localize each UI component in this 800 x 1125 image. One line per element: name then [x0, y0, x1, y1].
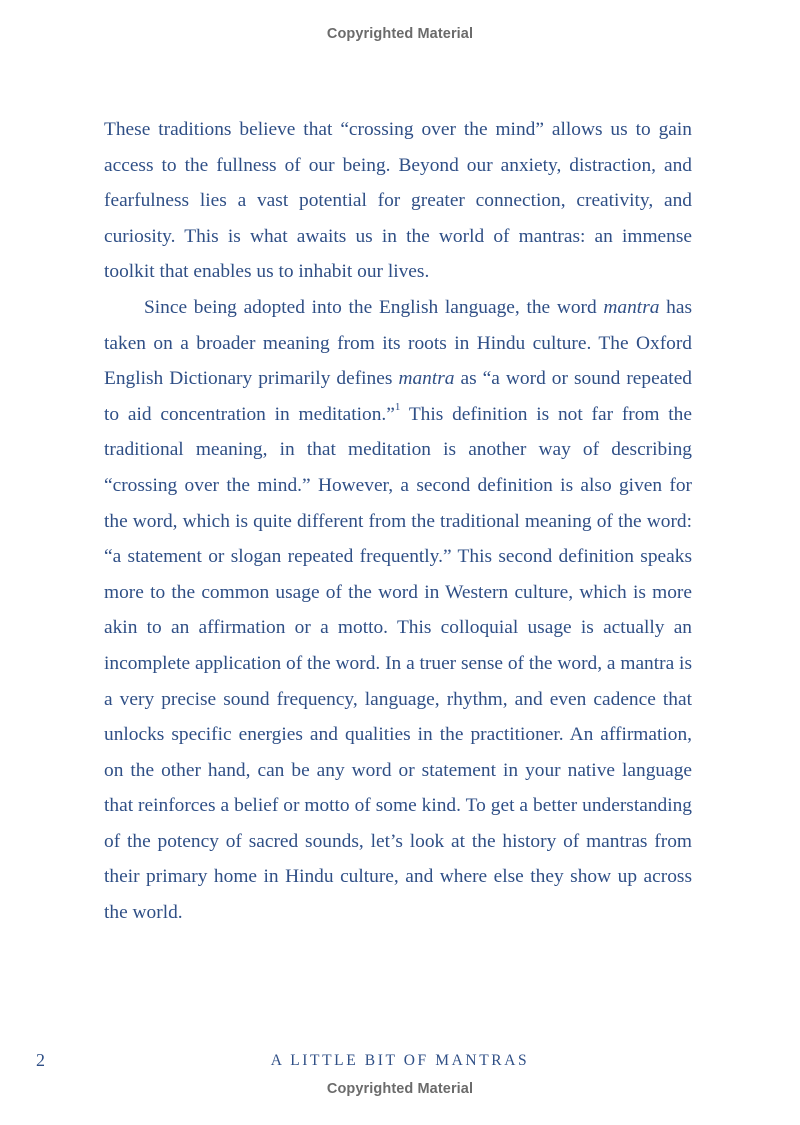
page-number: 2 [36, 1050, 45, 1070]
paragraph-2-part-4: This definition is not far from the traditional meaning, in that meditation is another way of describing “crossing over the mind.” However, a second definition is also given for the word, which is quite different from the traditional meaning of the word: “a statement or slogan repeated frequently.” This second definition speaks more to the common usage of the word in Western culture, which is more akin to an affirmation or a motto. This colloquial usage is actually an incomplete application of the word. In a truer sense of the word, a mantra is a very precise sound frequency, language, rhythm, and even cadence that unlocks specific energies and qualities in the practitioner. An affirmation, on the other hand, can be any word or statement in your native language that reinforces a belief or motto of some kind. To get a better understanding of the potency of sacred sounds, let’s look at the history of mantras from their primary home in Hindu culture, and where else they show up across the world. [104, 403, 692, 924]
body-text [104, 112, 692, 931]
paragraph-2 [104, 290, 692, 931]
paragraph-1: These traditions believe that “crossing over the mind” allows us to gain access to the fullness of our being. Beyond our anxiety, distraction, and fearfulness lies a vast potential for greater connection, creativity, and curiosity. This is what awaits us in the world of mantras: an immense toolkit that enables us to inhabit our lives. [104, 119, 692, 283]
footnote-reference: 1 [394, 401, 401, 414]
paragraph-2-part-1: Since being adopted into the English language, the word [144, 296, 604, 318]
italic-term-mantra-2: mantra [398, 368, 455, 390]
paragraph-2-part-2: has taken on a broader meaning from its roots in Hindu culture. The Oxford English Dictionary primarily defines [104, 296, 692, 390]
paragraph-2-part-3: as “a word or sound repeated to aid concentration in meditation.” [104, 368, 692, 425]
italic-term-mantra-1: mantra [603, 296, 660, 318]
running-title: A LITTLE BIT OF MANTRAS [270, 1052, 530, 1069]
copyright-watermark-top: Copyrighted Material [326, 26, 474, 42]
copyright-watermark-bottom: Copyrighted Material [326, 1081, 474, 1097]
